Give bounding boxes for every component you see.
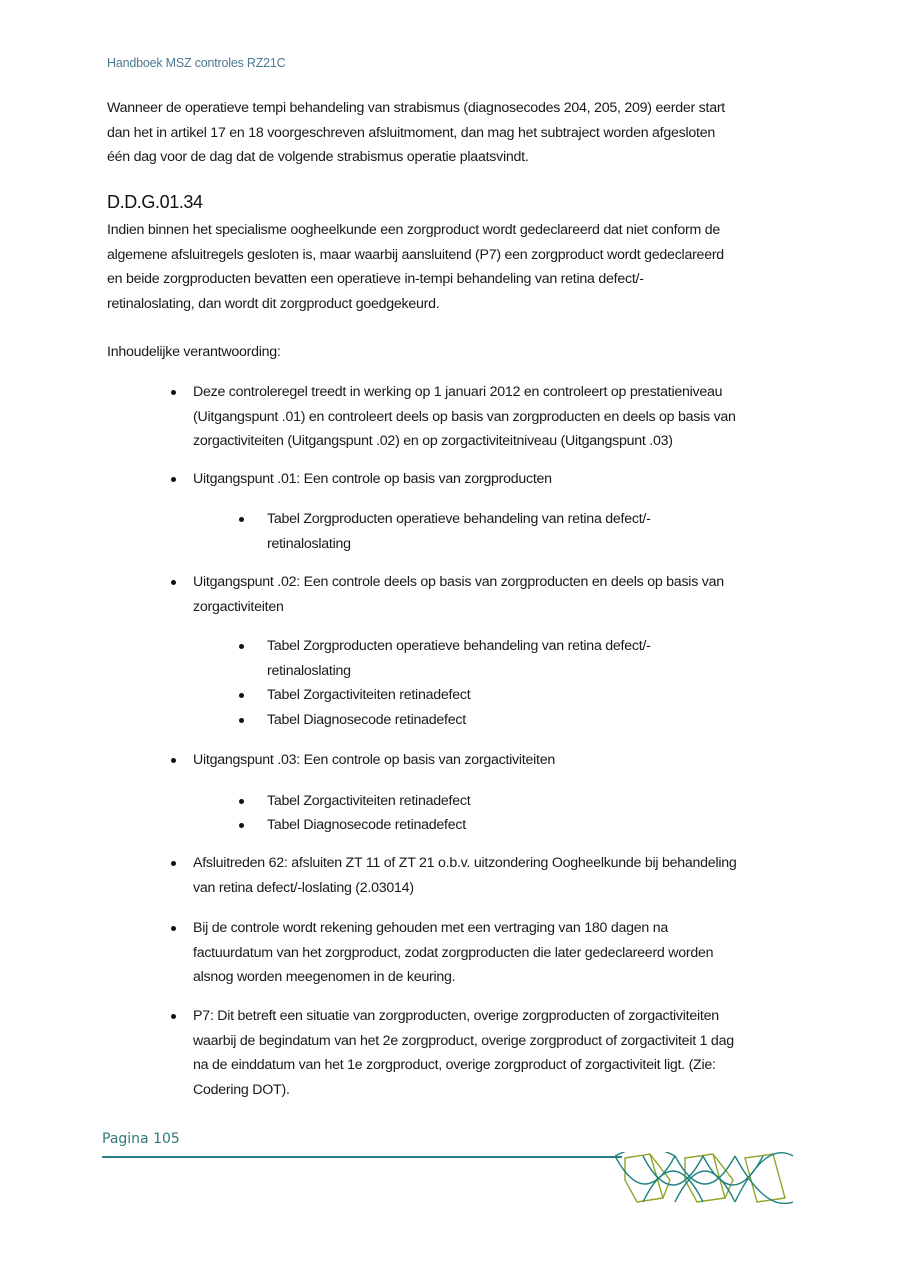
bullet-dot-icon [239,517,244,522]
bullet-dot-icon [171,861,176,866]
bullet-line: van retina defect/-loslating (2.03014) [193,879,414,896]
bullet-line: Codering DOT). [193,1081,290,1098]
sub-bullet-line: Tabel Zorgactiviteiten retinadefect [267,793,471,809]
intro-paragraph [107,96,807,170]
bullet-item [193,748,813,773]
document-header-title: Handboek MSZ controles RZ21C [107,56,286,70]
bullet-item [193,467,813,492]
bullet-line: Uitgangspunt .03: Een controle op basis van zorgactiviteiten [193,752,555,768]
bullet-item [193,380,813,454]
bullet-dot-icon [239,693,244,698]
bullet-dot-icon [171,926,176,931]
bullet-item [193,1004,813,1102]
section-heading: D.D.G.01.34 [107,192,203,212]
bullet-dot-icon [239,823,244,828]
bullet-dot-icon [171,1014,176,1019]
sub-bullet-item [267,789,787,814]
sub-bullet-item [267,683,787,708]
bullet-line: na de einddatum van het 1e zorgproduct, overige zorgproduct of zorgactiviteit ligt. (Zie: [193,1057,716,1073]
bullet-item [193,916,813,990]
sub-bullet-item [267,813,787,838]
bullet-line: Deze controleregel treedt in werking op 1 januari 2012 en controleert op prestatieniveau [193,384,723,400]
bullet-line: factuurdatum van het zorgproduct, zodat zorgproducten die later gedeclareerd worden [193,944,714,961]
paragraph-line: algemene afsluitregels gesloten is, maar waarbij aansluitend (P7) een zorgproduct wordt gedeclareerd [107,246,724,263]
bullet-dot-icon [171,580,176,585]
bullet-line: Uitgangspunt .02: Een controle deels op basis van zorgproducten en deels op basis van [193,574,724,590]
bullet-line: Afsluitreden 62: afsluiten ZT 11 of ZT 21 o.b.v. uitzondering Oogheelkunde bij behandeling [193,855,737,871]
paragraph-line: Indien binnen het specialisme oogheelkunde een zorgproduct wordt gedeclareerd dat niet conform de [107,222,721,238]
intro-line: één dag voor de dag dat de volgende strabismus operatie plaatsvindt. [107,149,529,165]
sub-bullet-line: retinaloslating [267,662,351,679]
section-paragraph [107,218,807,316]
bullet-line: Bij de controle wordt rekening gehouden met een vertraging van 180 dagen na [193,920,668,936]
sub-bullet-line: Tabel Diagnosecode retinadefect [267,817,466,833]
paragraph-line: retinaloslating, dan wordt dit zorgproduct goedgekeurd. [107,295,440,312]
bullet-dot-icon [239,799,244,804]
verantwoording-label: Inhoudelijke verantwoording: [107,344,281,360]
bullet-item [193,570,813,619]
sub-bullet-line: Tabel Zorgproducten operatieve behandeling van retina defect/- [267,638,651,654]
intro-line: Wanneer de operatieve tempi behandeling van strabismus (diagnosecodes 204, 205, 209) eerder start [107,100,725,116]
bullet-line: alsnog worden meegenomen in de keuring. [193,969,456,985]
paragraph-line: en beide zorgproducten bevatten een operatieve in-tempi behandeling van retina defect/- [107,271,644,287]
bullet-dot-icon [171,477,176,482]
sub-bullet-item [267,634,787,683]
footer-ornament-icon [615,1152,795,1204]
bullet-line: (Uitgangspunt .01) en controleert deels op basis van zorgproducten en deels op basis van [193,408,736,425]
footer-divider [102,1156,622,1158]
bullet-line: zorgactiviteiten (Uitgangspunt .02) en op zorgactiviteitniveau (Uitgangspunt .03) [193,433,673,449]
bullet-line: waarbij de begindatum van het 2e zorgproduct, overige zorgproduct of zorgactiviteit 1 dag [193,1032,734,1049]
sub-bullet-item [267,507,787,556]
sub-bullet-line: retinaloslating [267,535,351,552]
intro-line: dan het in artikel 17 en 18 voorgeschreven afsluitmoment, dan mag het subtraject worden afgesloten [107,124,716,141]
sub-bullet-line: Tabel Zorgproducten operatieve behandeling van retina defect/- [267,511,651,527]
bullet-line: Uitgangspunt .01: Een controle op basis van zorgproducten [193,471,552,487]
bullet-dot-icon [171,758,176,763]
bullet-dot-icon [171,390,176,395]
bullet-dot-icon [239,718,244,723]
sub-bullet-line: Tabel Diagnosecode retinadefect [267,712,466,728]
bullet-line: zorgactiviteiten [193,598,284,615]
sub-bullet-line: Tabel Zorgactiviteiten retinadefect [267,687,471,703]
sub-bullet-item [267,708,787,733]
bullet-line: P7: Dit betreft een situatie van zorgproducten, overige zorgproducten of zorgactiviteiten [193,1008,719,1024]
ornament-zigzag [745,1154,785,1202]
bullet-item [193,851,813,900]
page-number: Pagina 105 [102,1131,180,1147]
bullet-dot-icon [239,644,244,649]
